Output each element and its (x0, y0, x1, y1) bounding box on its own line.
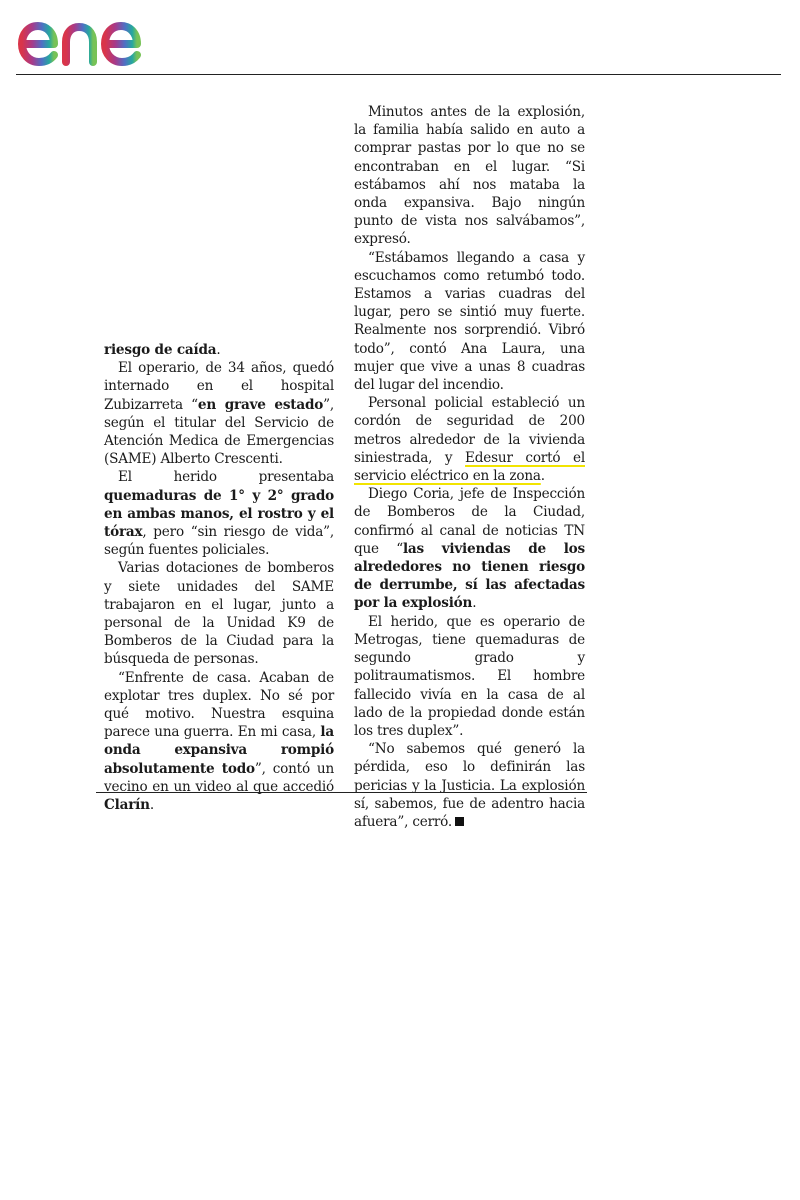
text: . (216, 342, 221, 358)
paragraph (104, 359, 334, 468)
bold-phrase: Clarín (104, 797, 150, 814)
paragraph (104, 468, 334, 559)
paragraph (104, 559, 334, 668)
paragraph (354, 249, 585, 395)
text: ”, contó un vecino en un video al que accedió (104, 760, 334, 795)
highlighted-phrase: Edesur cortó el servicio eléctrico en la zona (354, 449, 585, 485)
text: El herido, que es operario de Metrogas, tiene quemaduras de segundo grado y politraumatismos. El hombre fallecido vivía en la casa de al lado de la propiedad donde están los tres duplex”. (354, 613, 585, 739)
bold-phrase: en grave estado (197, 396, 324, 413)
bold-phrase: riesgo de caída (104, 342, 217, 358)
bold-phrase: quemaduras de 1° y 2° grado en ambas manos, el rostro y el tórax (104, 487, 334, 541)
top-rule (16, 74, 781, 75)
text: Minutos antes de la explosión, la familia había salido en auto a comprar pastas por lo que no se encontraban en el lugar. “Si estábamos ahí nos mataba la onda expansiva. Bajo ningún punto de vista nos salvábamos”, expresó. (354, 104, 585, 248)
paragraph (354, 740, 585, 831)
bold-phrase: la onda expansiva rompió absolutamente todo (104, 724, 334, 777)
text: El herido presentaba (118, 469, 334, 486)
paragraph (354, 613, 585, 740)
text: . (472, 595, 477, 612)
text: Diego Coria, jefe de Inspección de Bomberos de la Ciudad, confirmó al canal de noticias TN que “ (354, 486, 585, 557)
text: “No sabemos qué generó la pérdida, eso lo definirán las pericias y la Justicia. La explosión sí, sabemos, fue de adentro hacia afuera”, cerró. (354, 741, 585, 830)
text: . (540, 468, 545, 485)
text: “Enfrente de casa. Acaban de explotar tres duplex. No sé por qué motivo. Nuestra esquina parece una guerra. En mi casa, (104, 669, 334, 741)
end-of-article-mark (455, 817, 464, 826)
text: El operario, de 34 años, quedó internado en el hospital Zubizarreta “ (104, 360, 334, 413)
paragraph (354, 394, 585, 485)
text: , pero “sin riesgo de vida”, según fuentes policiales. (104, 524, 334, 559)
enel-logo (16, 12, 172, 74)
paragraph (354, 103, 585, 249)
text: . (149, 797, 154, 814)
text: “Estábamos llegando a casa y escuchamos como retumbó todo. Estamos a varias cuadras del lugar, pero se sintió muy fuerte. Realmente nos sorprendió. Vibró todo”, contó Ana Laura, una mujer que vive a unas 8 cuadras del lugar del incendio. (354, 249, 585, 394)
article-column-right (354, 103, 585, 831)
bold-phrase: las viviendas de los alrededores no tienen riesgo de derrumbe, sí las afectadas por la explosión (354, 540, 585, 612)
paragraph (354, 485, 585, 612)
text: Personal policial estableció un cordón de seguridad de 200 metros alrededor de la vivienda siniestrada, y (354, 395, 585, 466)
bottom-rule (96, 792, 587, 793)
article-column-left (104, 341, 334, 814)
text: ”, según el titular del Servicio de Atención Medica de Emergencias (SAME) Alberto Crescenti. (104, 396, 335, 468)
paragraph (104, 341, 334, 359)
text: Varias dotaciones de bomberos y siete unidades del SAME trabajaron en el lugar, junto a personal de la Unidad K9 de Bomberos de la Ciudad para la búsqueda de personas. (104, 560, 334, 668)
